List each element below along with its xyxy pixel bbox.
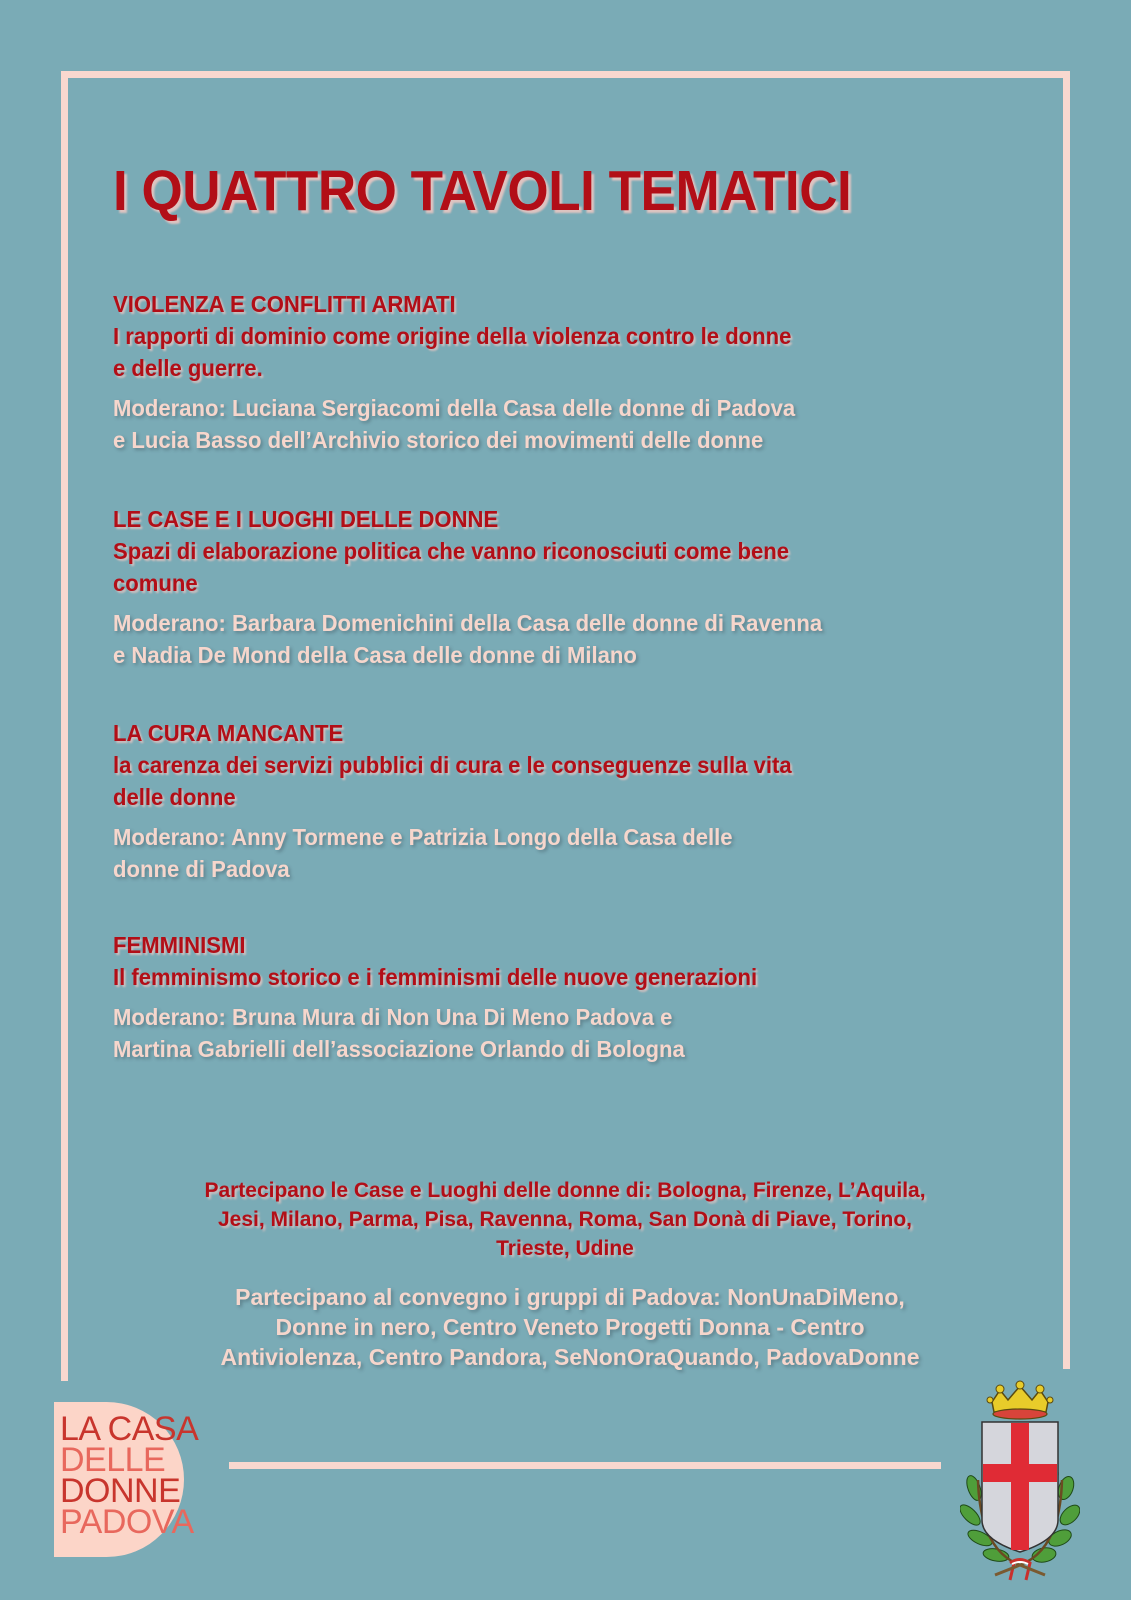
section-heading: FEMMINISMI: [113, 932, 246, 958]
ribbon-icon: [995, 1560, 1045, 1581]
bottom-divider: [229, 1462, 941, 1469]
section-moderators-line: donne di Padova: [113, 856, 290, 882]
crown-icon: [987, 1381, 1053, 1419]
section-subtitle-line: I rapporti di dominio come origine della violenza contro le donne: [113, 323, 792, 349]
section-moderators-line: Moderano: Bruna Mura di Non Una Di Meno Padova e: [113, 1004, 673, 1030]
participants-line: Trieste, Udine: [496, 1237, 634, 1260]
frame-left-border: [61, 71, 68, 1381]
frame-right-border: [1063, 71, 1070, 1369]
section-moderators-line: e Lucia Basso dell’Archivio storico dei movimenti delle donne: [113, 427, 764, 453]
section-subtitle-line: Spazi di elaborazione politica che vanno riconosciuti come bene: [113, 538, 790, 564]
section-heading: LA CURA MANCANTE: [113, 720, 344, 746]
section-case-luoghi: [113, 503, 1013, 671]
participants-line: Partecipano le Case e Luoghi delle donne di: Bologna, Firenze, L’Aquila,: [204, 1179, 926, 1202]
section-heading: VIOLENZA E CONFLITTI ARMATI: [113, 291, 456, 317]
logo-line: PADOVA: [60, 1503, 194, 1541]
groups-line: Donne in nero, Centro Veneto Progetti Donna - Centro: [275, 1314, 865, 1340]
logo-line: LA CASA: [60, 1410, 199, 1448]
section-subtitle-line: comune: [113, 570, 198, 596]
section-cura-mancante: [113, 717, 1013, 885]
logo-line: DONNE: [60, 1472, 181, 1510]
participants-line: Jesi, Milano, Parma, Pisa, Ravenna, Roma, San Donà di Piave, Torino,: [218, 1208, 912, 1231]
participating-houses: [100, 1176, 1030, 1263]
groups-line: Antiviolenza, Centro Pandora, SeNonOraQuando, PadovaDonne: [220, 1344, 920, 1370]
section-subtitle-line: Il femminismo storico e i femminismi delle nuove generazioni: [113, 964, 758, 990]
section-heading: LE CASE E I LUOGHI DELLE DONNE: [113, 506, 499, 532]
logo-line: DELLE: [60, 1441, 166, 1479]
participating-groups: [130, 1282, 1010, 1372]
section-subtitle-line: delle donne: [113, 784, 236, 810]
shield-icon: [982, 1422, 1058, 1552]
padova-coat-of-arms-icon: [960, 1380, 1080, 1585]
section-femminismi: [113, 929, 1013, 1065]
logo-text: [60, 1410, 199, 1541]
section-moderators-line: Moderano: Anny Tormene e Patrizia Longo della Casa delle: [113, 824, 733, 850]
section-moderators-line: Martina Gabrielli dell’associazione Orlando di Bologna: [113, 1036, 685, 1062]
groups-line: Partecipano al convegno i gruppi di Padova: NonUnaDiMeno,: [235, 1284, 905, 1310]
page-title: I QUATTRO TAVOLI TEMATICI: [113, 159, 852, 223]
frame-top-border: [61, 71, 1070, 78]
section-moderators-line: Moderano: Barbara Domenichini della Casa delle donne di Ravenna: [113, 610, 823, 636]
section-moderators-line: Moderano: Luciana Sergiacomi della Casa delle donne di Padova: [113, 395, 796, 421]
section-violenza: [113, 288, 1013, 456]
section-moderators-line: e Nadia De Mond della Casa delle donne di Milano: [113, 642, 637, 668]
casa-delle-donne-logo: [54, 1402, 234, 1557]
section-subtitle-line: e delle guerre.: [113, 355, 263, 381]
section-subtitle-line: la carenza dei servizi pubblici di cura e le conseguenze sulla vita: [113, 752, 792, 778]
